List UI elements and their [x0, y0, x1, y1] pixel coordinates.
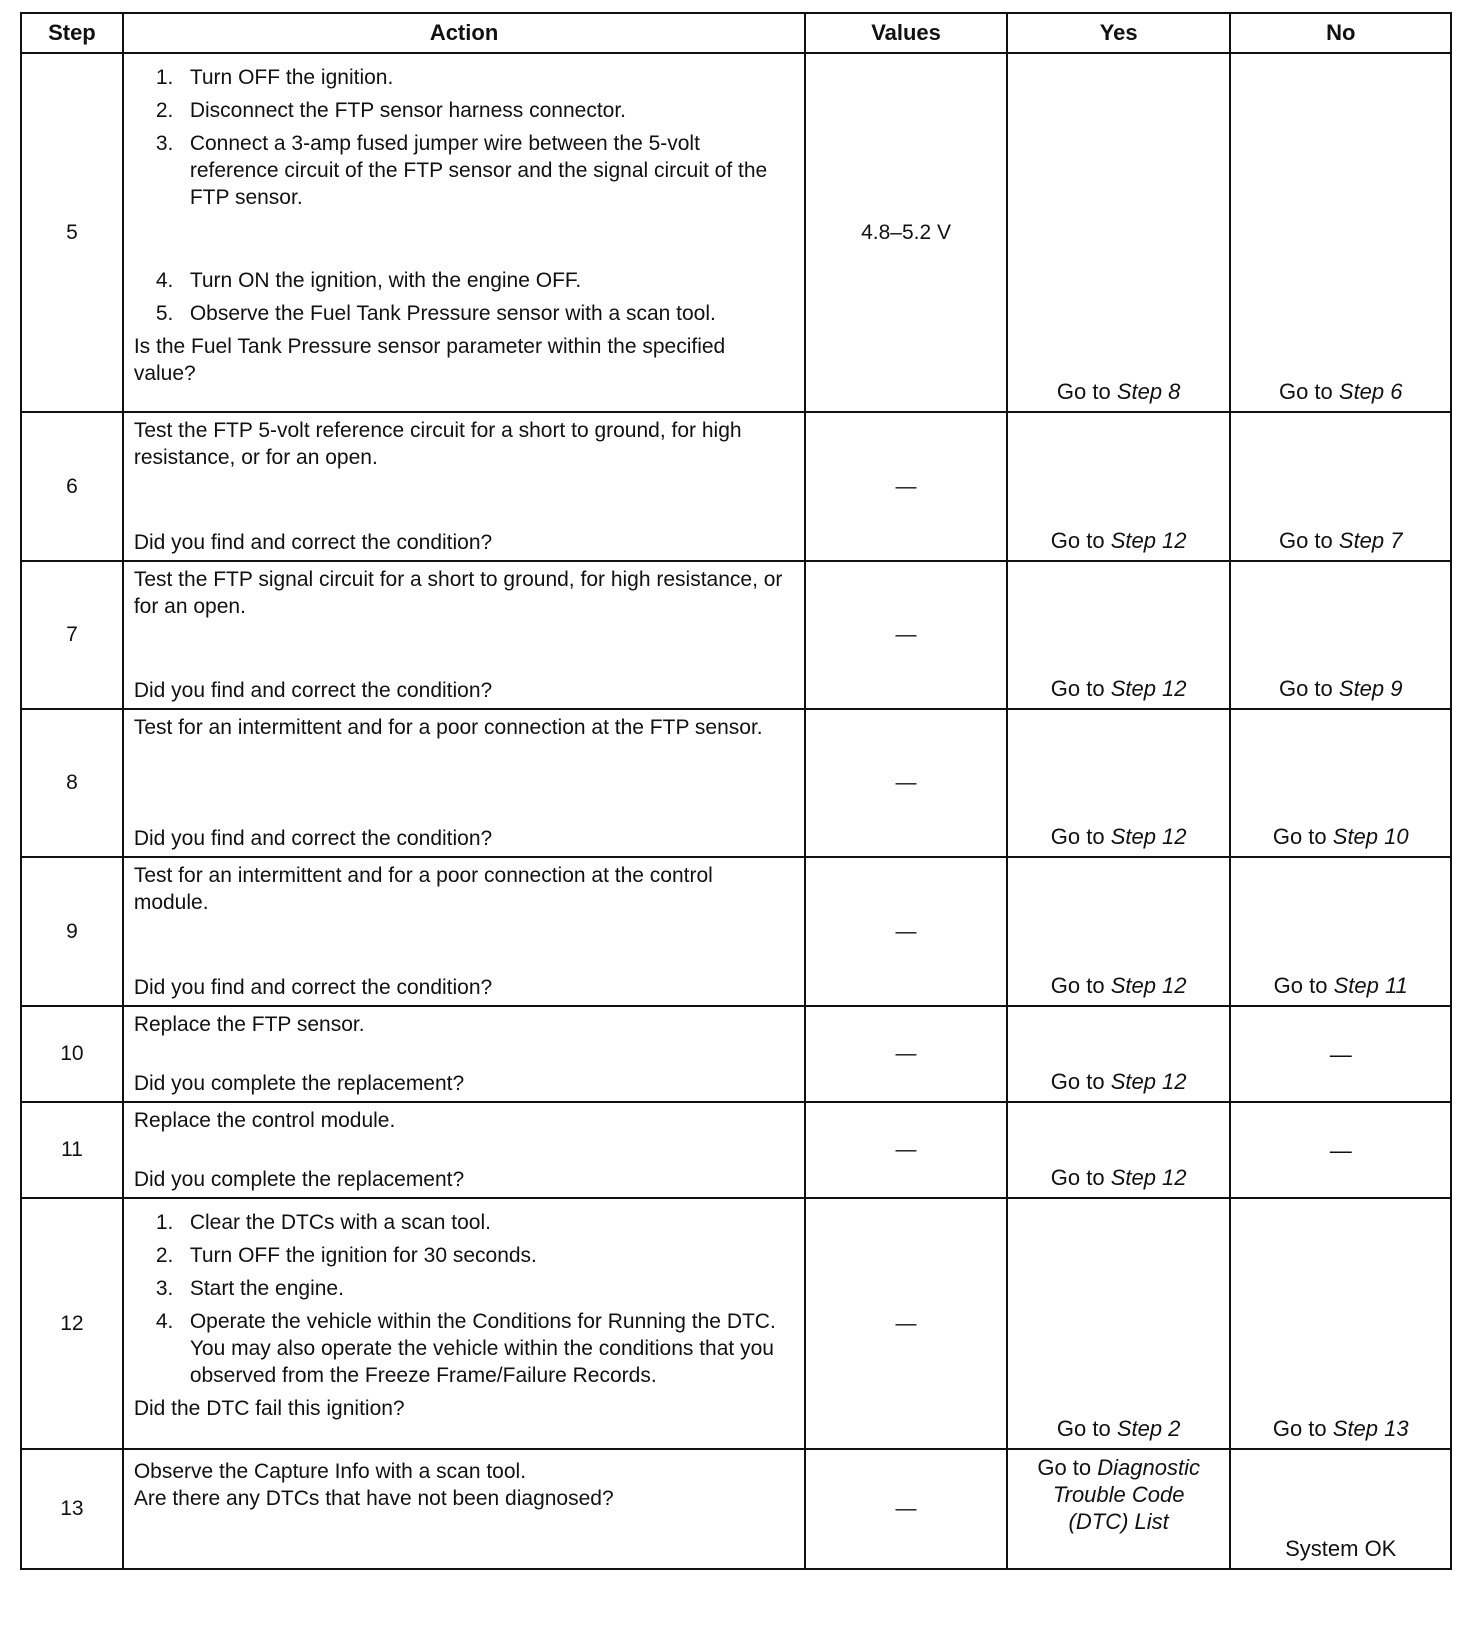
header-step: Step	[21, 13, 123, 53]
value-cell: —	[805, 1102, 1007, 1198]
header-row	[21, 13, 1451, 53]
step-number: 7	[21, 561, 123, 709]
yes-cell: Go to Step 2	[1007, 1198, 1231, 1449]
value-cell: —	[805, 412, 1007, 561]
action-cell	[123, 1449, 805, 1569]
action-text: Test the FTP 5-volt reference circuit for a short to ground, for high resistance, or for an open.	[133, 419, 742, 469]
list-item: 2. Disconnect the FTP sensor harness connector.	[155, 99, 626, 122]
no-cell: System OK	[1230, 1449, 1451, 1569]
header-action: Action	[123, 13, 805, 53]
table-row	[21, 857, 1451, 1006]
table-row	[21, 1449, 1451, 1569]
step-number: 11	[21, 1102, 123, 1198]
table-row	[21, 1102, 1451, 1198]
diagnostic-table	[20, 12, 1452, 1570]
list-item: 1. Turn OFF the ignition.	[155, 66, 394, 89]
yes-cell: Go to Step 12	[1007, 1006, 1231, 1102]
step-number: 13	[21, 1449, 123, 1569]
action-text: Test the FTP signal circuit for a short to ground, for high resistance, or for an open.	[133, 568, 783, 618]
action-question: Did the DTC fail this ignition?	[133, 1397, 405, 1420]
action-cell	[123, 53, 805, 412]
action-cell	[123, 709, 805, 857]
action-text: Replace the FTP sensor.	[133, 1013, 365, 1036]
header-values: Values	[805, 13, 1007, 53]
step-number: 9	[21, 857, 123, 1006]
table-row	[21, 561, 1451, 709]
action-question: Did you complete the replacement?	[133, 1168, 465, 1191]
action-text: Observe the Capture Info with a scan tool.	[133, 1460, 527, 1483]
action-question: Did you find and correct the condition?	[133, 827, 493, 850]
action-cell	[123, 1102, 805, 1198]
yes-cell: Go to Step 12	[1007, 1102, 1231, 1198]
value-cell: —	[805, 561, 1007, 709]
yes-cell: Go to Step 12	[1007, 561, 1231, 709]
table-row	[21, 709, 1451, 857]
list-item: 3. Start the engine.	[155, 1277, 344, 1300]
list-item: 4. Turn ON the ignition, with the engine OFF.	[155, 269, 582, 292]
step-number: 10	[21, 1006, 123, 1102]
step-number: 12	[21, 1198, 123, 1449]
no-cell: —	[1230, 1006, 1451, 1102]
no-cell: —	[1230, 1102, 1451, 1198]
table-row	[21, 53, 1451, 412]
table-row	[21, 412, 1451, 561]
action-text: Test for an intermittent and for a poor connection at the FTP sensor.	[133, 716, 763, 739]
yes-cell: Go to Step 8	[1007, 53, 1231, 412]
value-cell: —	[805, 857, 1007, 1006]
action-list	[134, 64, 792, 211]
list-item: 4. Operate the vehicle within the Conditions for Running the DTC. You may also operate the vehicle within the conditions that you observed from the Freeze Frame/Failure Records.	[155, 1310, 776, 1387]
value-cell: —	[805, 1006, 1007, 1102]
no-cell: Go to Step 11	[1230, 857, 1451, 1006]
action-question: Is the Fuel Tank Pressure sensor parameter within the specified value?	[133, 335, 726, 385]
action-question: Did you find and correct the condition?	[133, 679, 493, 702]
action-cell	[123, 857, 805, 1006]
list-item: 5. Observe the Fuel Tank Pressure sensor with a scan tool.	[155, 302, 716, 325]
yes-cell: Go to Step 12	[1007, 709, 1231, 857]
header-yes: Yes	[1007, 13, 1231, 53]
step-number: 6	[21, 412, 123, 561]
no-cell: Go to Step 10	[1230, 709, 1451, 857]
no-cell: Go to Step 6	[1230, 53, 1451, 412]
action-text: Test for an intermittent and for a poor connection at the control module.	[133, 864, 713, 914]
action-cell	[123, 412, 805, 561]
action-question: Did you find and correct the condition?	[133, 531, 493, 554]
value-cell: —	[805, 709, 1007, 857]
action-cell	[123, 1198, 805, 1449]
action-question: Did you complete the replacement?	[133, 1072, 465, 1095]
yes-cell: Go to Step 12	[1007, 857, 1231, 1006]
action-list	[134, 1209, 792, 1389]
value-cell: —	[805, 1449, 1007, 1569]
no-cell: Go to Step 9	[1230, 561, 1451, 709]
list-item: 1. Clear the DTCs with a scan tool.	[155, 1211, 491, 1234]
action-text: Replace the control module.	[133, 1109, 396, 1132]
value-cell: 4.8–5.2 V	[805, 53, 1007, 412]
list-item: 2. Turn OFF the ignition for 30 seconds.	[155, 1244, 537, 1267]
table-row	[21, 1198, 1451, 1449]
action-cell	[123, 561, 805, 709]
step-number: 8	[21, 709, 123, 857]
action-cell	[123, 1006, 805, 1102]
step-number: 5	[21, 53, 123, 412]
action-question: Are there any DTCs that have not been diagnosed?	[133, 1487, 614, 1510]
no-cell: Go to Step 13	[1230, 1198, 1451, 1449]
table-row	[21, 1006, 1451, 1102]
header-no: No	[1230, 13, 1451, 53]
action-list	[134, 267, 792, 327]
no-cell: Go to Step 7	[1230, 412, 1451, 561]
list-item: 3. Connect a 3-amp fused jumper wire between the 5-volt reference circuit of the FTP sensor and the signal circuit of the FTP sensor.	[155, 132, 768, 209]
action-question: Did you find and correct the condition?	[133, 976, 493, 999]
yes-cell: Go to Diagnostic Trouble Code (DTC) List	[1007, 1449, 1231, 1569]
value-cell: —	[805, 1198, 1007, 1449]
yes-cell: Go to Step 12	[1007, 412, 1231, 561]
